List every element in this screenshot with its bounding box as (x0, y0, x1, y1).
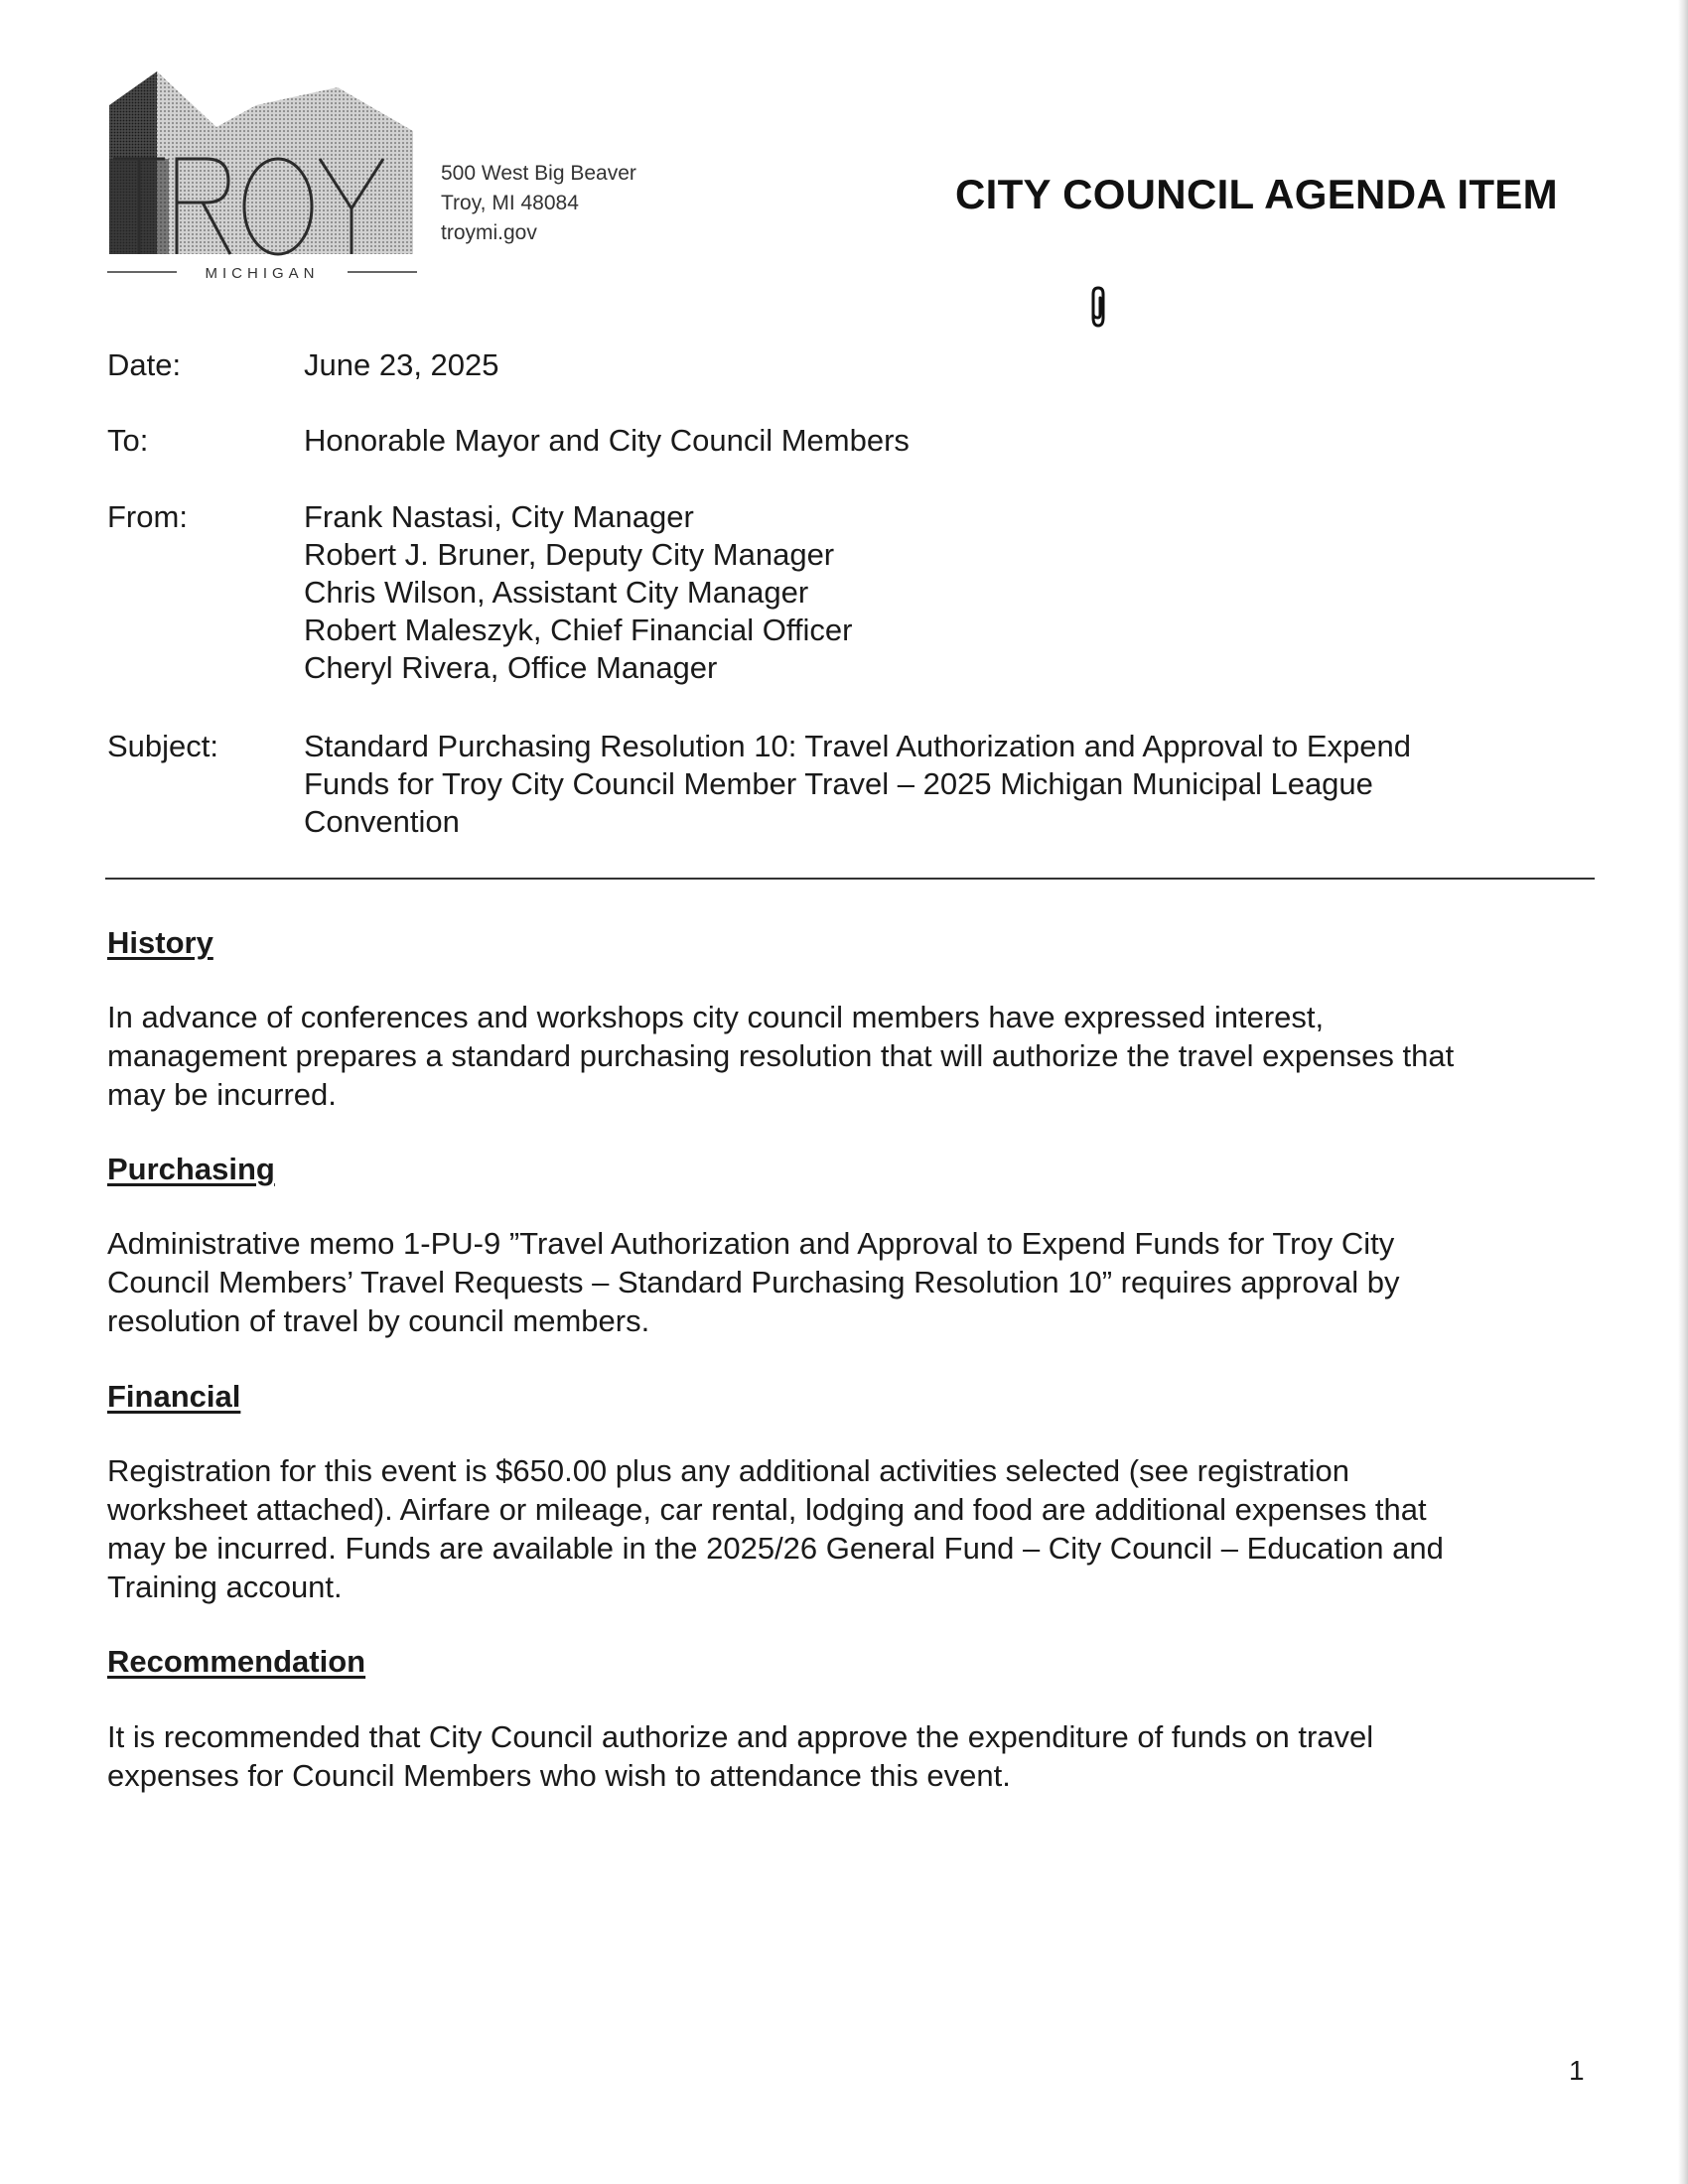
financial-body (107, 1451, 1597, 1606)
recommendation-heading: Recommendation (107, 1644, 366, 1679)
subject-text (304, 728, 1411, 841)
purchasing-line: Administrative memo 1-PU-9 ”Travel Authorization and Approval to Expend Funds for Troy City (107, 1226, 1395, 1261)
page-title: CITY COUNCIL AGENDA ITEM (955, 171, 1558, 217)
svg-text:MICHIGAN: MICHIGAN (205, 265, 320, 282)
purchasing-heading: Purchasing (107, 1152, 275, 1186)
subject-line: Standard Purchasing Resolution 10: Travel Authorization and Approval to Expend (304, 729, 1412, 763)
purchasing-line: Council Members’ Travel Requests – Standard Purchasing Resolution 10” requires approval by (107, 1265, 1400, 1299)
financial-line: Registration for this event is $650.00 plus any additional activities selected (see registration (107, 1453, 1350, 1488)
from-label: From: (107, 499, 188, 534)
recommendation-body (107, 1717, 1597, 1795)
history-body (107, 998, 1597, 1114)
header-divider (105, 878, 1595, 880)
history-line: In advance of conferences and workshops city council members have expressed interest, (107, 1000, 1325, 1034)
address-city: Troy, MI 48084 (441, 192, 579, 214)
from-person: Chris Wilson, Assistant City Manager (304, 575, 809, 610)
subject-label: Subject: (107, 729, 219, 763)
recommendation-line: expenses for Council Members who wish to attendance this event. (107, 1758, 1011, 1793)
financial-line: worksheet attached). Airfare or mileage, car rental, lodging and food are additional expenses that (107, 1492, 1427, 1527)
address-street: 500 West Big Beaver (441, 162, 636, 185)
subject-line: Funds for Troy City Council Member Travel – 2025 Michigan Municipal League (304, 766, 1373, 801)
purchasing-body (107, 1224, 1597, 1340)
financial-line: may be incurred. Funds are available in the 2025/26 General Fund – City Council – Education and (107, 1531, 1444, 1566)
from-person: Robert Maleszyk, Chief Financial Officer (304, 613, 853, 647)
history-line: may be incurred. (107, 1077, 337, 1112)
address-block (441, 159, 636, 248)
date-label: Date: (107, 347, 182, 382)
address-website: troymi.gov (441, 221, 537, 244)
troy-michigan-logo (107, 66, 417, 286)
history-line: management prepares a standard purchasing resolution that will authorize the travel expenses that (107, 1038, 1455, 1073)
date-value: June 23, 2025 (304, 347, 499, 382)
to-label: To: (107, 423, 149, 458)
subject-line: Convention (304, 804, 460, 839)
from-list (304, 498, 852, 687)
purchasing-line: resolution of travel by council members. (107, 1303, 650, 1338)
from-person: Cheryl Rivera, Office Manager (304, 650, 718, 685)
financial-line: Training account. (107, 1570, 343, 1604)
from-person: Robert J. Bruner, Deputy City Manager (304, 537, 835, 572)
from-person: Frank Nastasi, City Manager (304, 499, 694, 534)
history-heading: History (107, 925, 213, 960)
page-number: 1 (1569, 2055, 1585, 2086)
scan-page-edge (1678, 0, 1688, 2184)
to-value: Honorable Mayor and City Council Members (304, 423, 910, 458)
financial-heading: Financial (107, 1379, 241, 1414)
paperclip-icon (1086, 284, 1110, 332)
recommendation-line: It is recommended that City Council authorize and approve the expenditure of funds on travel (107, 1719, 1374, 1754)
